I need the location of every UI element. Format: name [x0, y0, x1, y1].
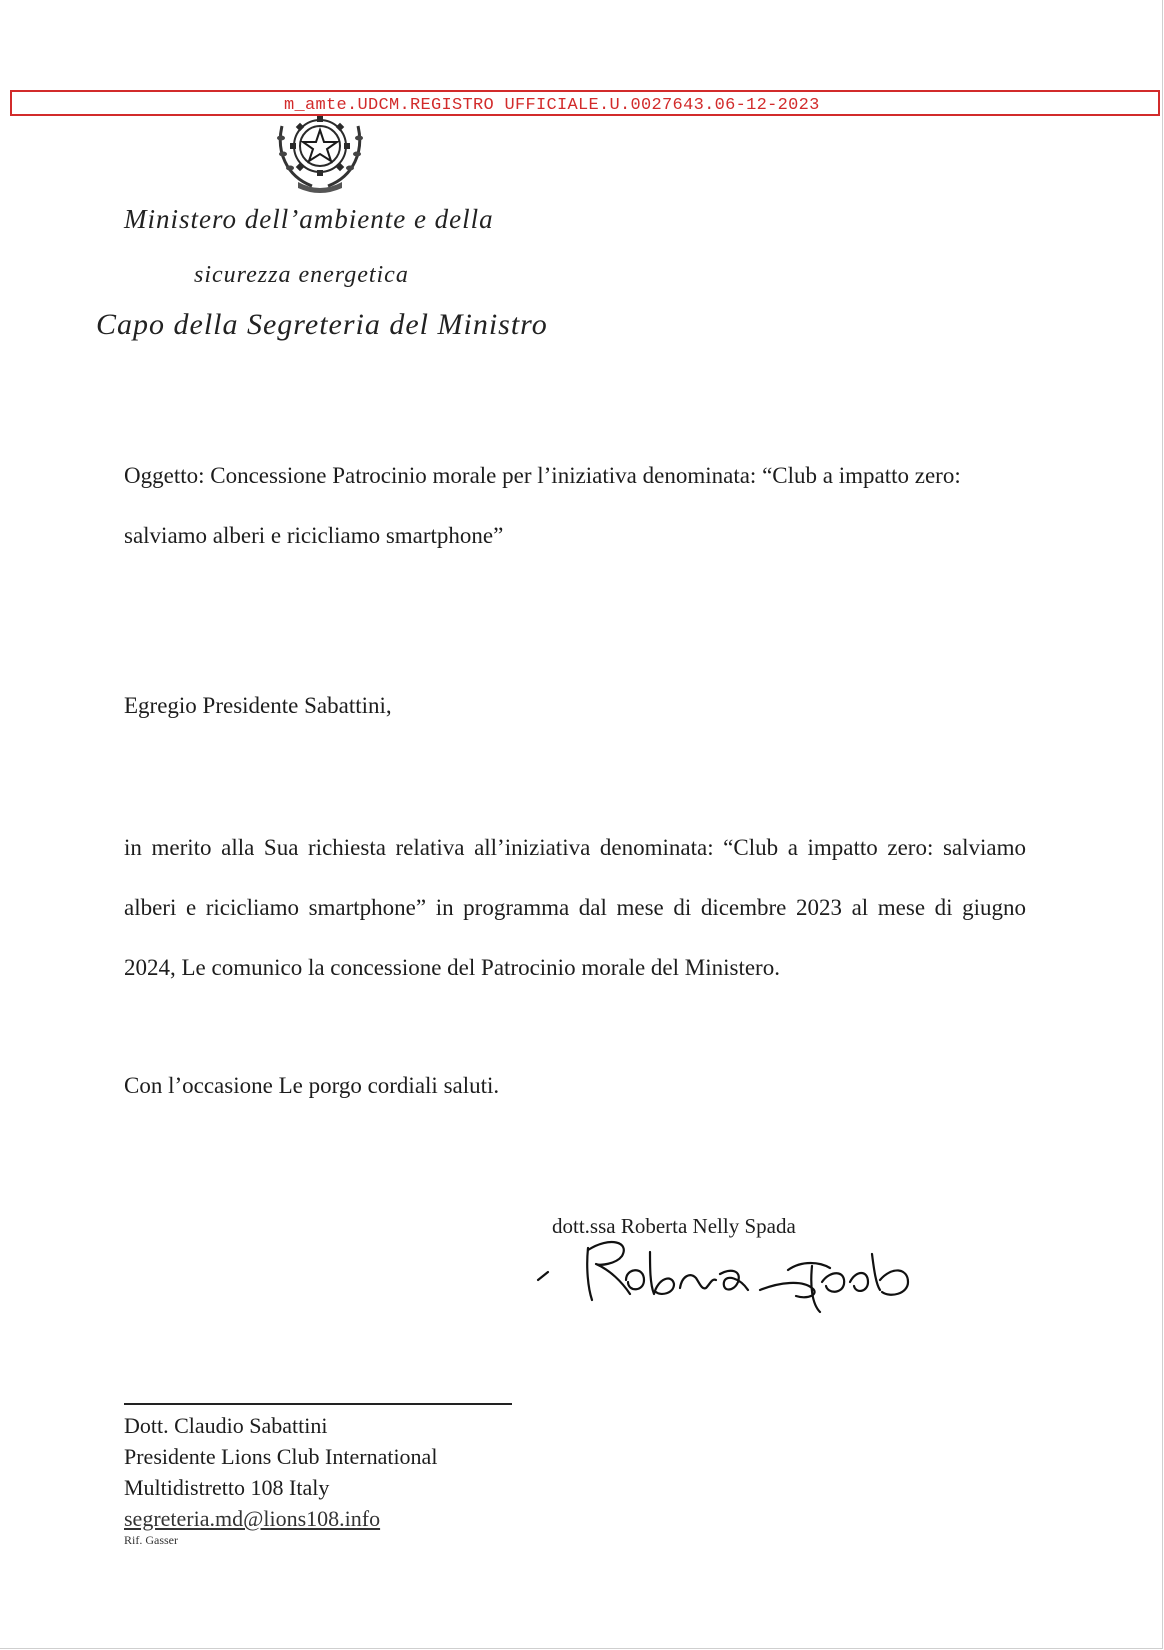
italian-republic-emblem-icon — [272, 106, 368, 194]
ministry-name-line2: sicurezza energetica — [194, 262, 409, 288]
signer-name: dott.ssa Roberta Nelly Spada — [552, 1214, 796, 1238]
recipient-divider — [124, 1403, 512, 1405]
ministry-name-line1: Ministero dell’ambiente e della — [124, 204, 494, 234]
handwritten-signature — [530, 1208, 940, 1318]
reference-note: Rif. Gasser — [124, 1533, 178, 1547]
protocol-number: m_amte.UDCM.REGISTRO UFFICIALE.U.0027643.06-12-2023 — [284, 96, 820, 115]
recipient-email-link[interactable]: segreteria.md@lions108.info — [124, 1506, 381, 1531]
recipient-district: Multidistretto 108 Italy — [124, 1475, 330, 1500]
letter-body: in merito alla Sua richiesta relativa all’iniziativa denominata: “Club a impatto zero: salviamo alberi e ricicliamo smartphone” in programma dal mese di dicembre 2023 al mese di giugno 2024, Le comunico la concessione del Patrocinio morale del Ministero. — [124, 835, 1026, 980]
recipient-block — [124, 1410, 437, 1534]
letter-closing: Con l’occasione Le porgo cordiali saluti. — [124, 1073, 500, 1098]
ministry-office: Capo della Segreteria del Ministro — [96, 308, 548, 341]
letter-salutation: Egregio Presidente Sabattini, — [124, 693, 392, 718]
letter-subject: Oggetto: Concessione Patrocinio morale per l’iniziativa denominata: “Club a impatto zero: salviamo alberi e ricicliamo smartphone” — [124, 463, 961, 548]
recipient-name: Dott. Claudio Sabattini — [124, 1413, 328, 1438]
recipient-role: Presidente Lions Club International — [124, 1444, 438, 1469]
